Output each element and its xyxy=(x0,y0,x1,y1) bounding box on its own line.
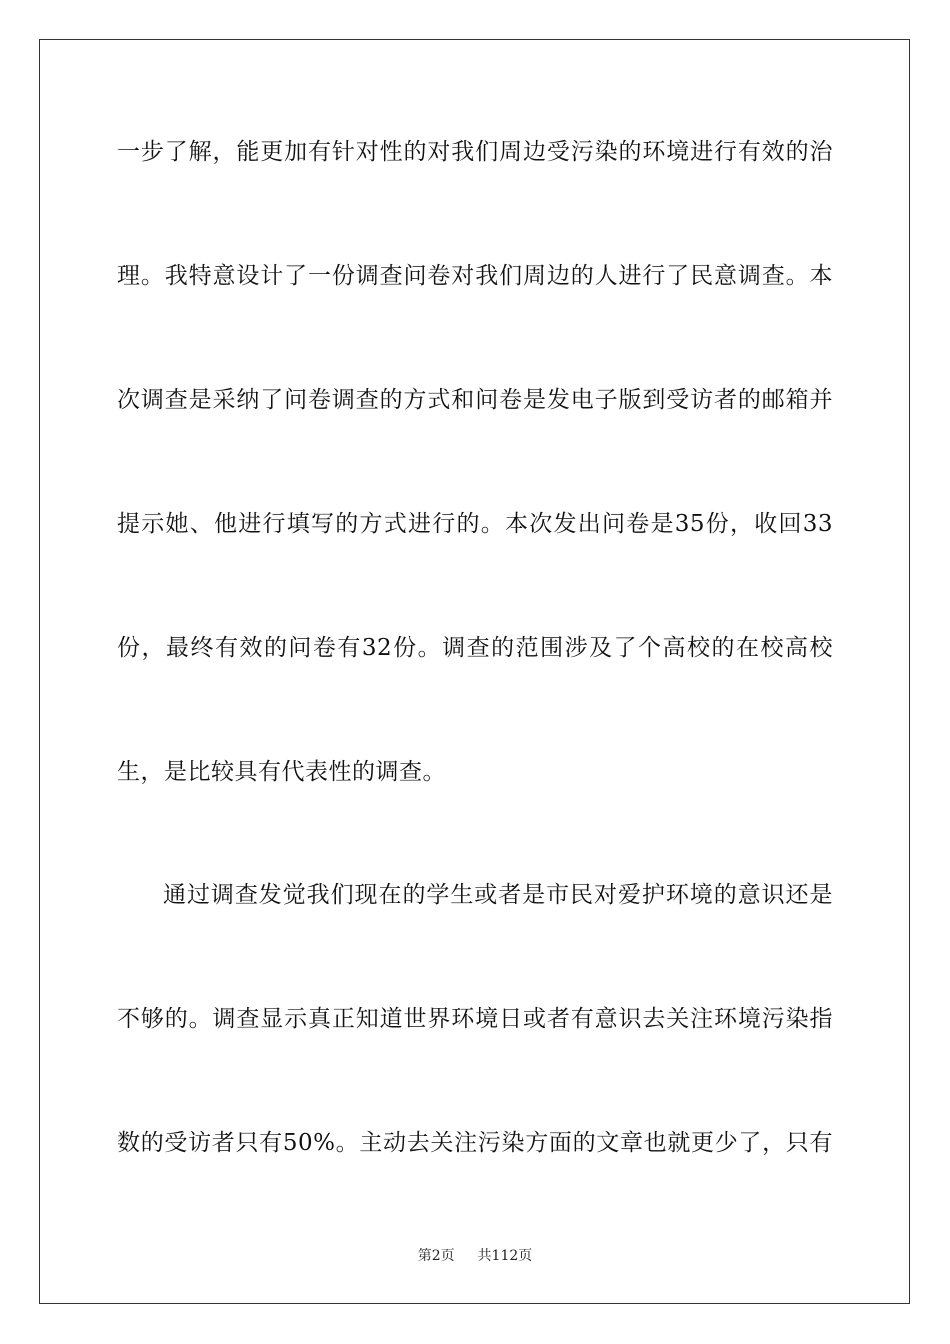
body-text-line: 不够的。调查显示真正知道世界环境日或者有意识去关注环境污染指 xyxy=(117,1006,833,1032)
body-text-line: 理。我特意设计了一份调查问卷对我们周边的人进行了民意调查。本 xyxy=(117,263,833,289)
body-text-line: 数的受访者只有50%。主动去关注污染方面的文章也就更少了，只有 xyxy=(117,1130,833,1156)
body-text-line: 次调查是采纳了问卷调查的方式和问卷是发电子版到受访者的邮箱并 xyxy=(117,387,833,413)
page-number: 第2页 xyxy=(417,1248,455,1264)
body-text-line-indented: 通过调查发觉我们现在的学生或者是市民对爱护环境的意识还是 xyxy=(163,882,833,908)
page-total: 共112页 xyxy=(477,1248,533,1264)
body-text-line: 生，是比较具有代表性的调查。 xyxy=(117,759,446,785)
body-text-line: 份，最终有效的问卷有32份。调查的范围涉及了个高校的在校高校 xyxy=(117,635,833,661)
page-footer xyxy=(0,1247,950,1265)
body-text-line: 一步了解，能更加有针对性的对我们周边受污染的环境进行有效的治 xyxy=(117,139,833,165)
body-text-line: 提示她、他进行填写的方式进行的。本次发出问卷是35份，收回33 xyxy=(117,511,833,537)
page-border xyxy=(39,39,910,1304)
